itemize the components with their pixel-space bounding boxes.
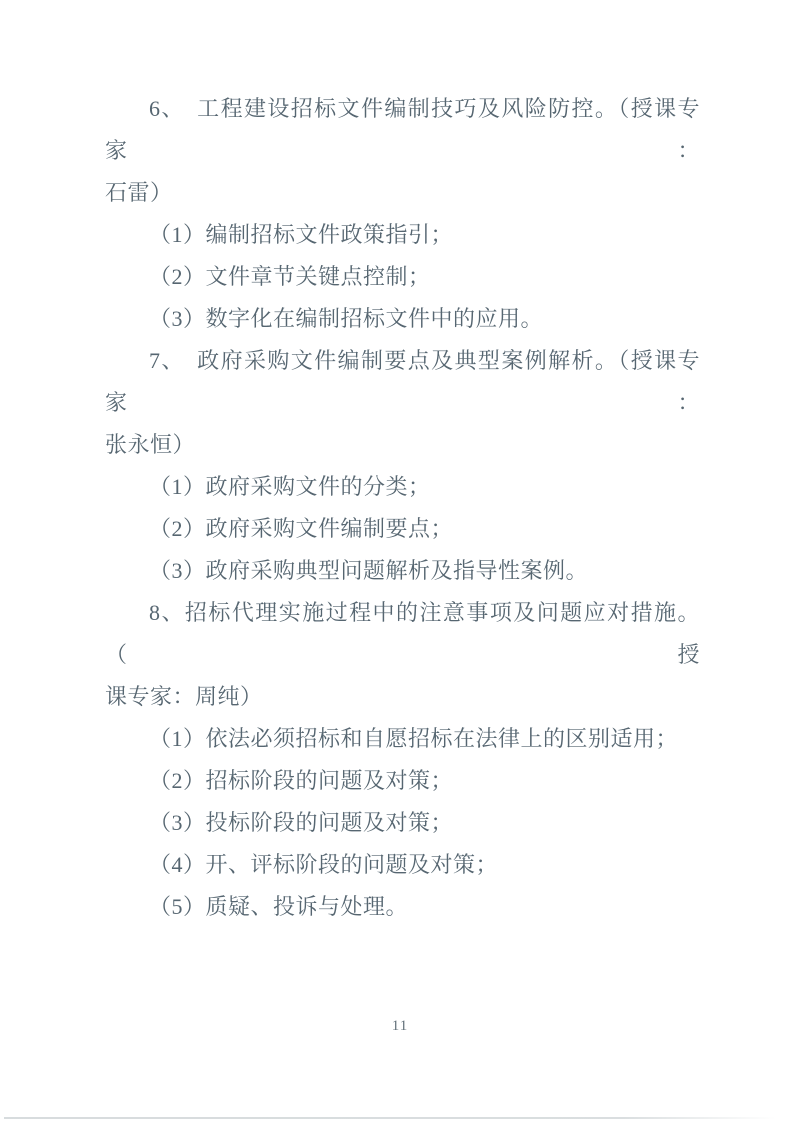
page-number: 11	[391, 1018, 409, 1034]
section-8-item-4: （4）开、评标阶段的问题及对策；	[149, 852, 499, 877]
section-6-item-1: （1）编制招标文件政策指引；	[149, 222, 454, 247]
section-6-title-line-1: 6、 工程建设招标文件编制技巧及风险防控。（授课专家：	[105, 96, 700, 163]
section-6-title-line-2: 石雷）	[105, 180, 173, 205]
section-8-item-1: （1）依法必须招标和自愿招标在法律上的区别适用；	[149, 726, 679, 751]
section-8-item-2: （2）招标阶段的问题及对策；	[149, 768, 454, 793]
section-6-item-2: （2）文件章节关键点控制；	[149, 264, 431, 289]
section-7-title-line-1: 7、 政府采购文件编制要点及典型案例解析。（授课专家：	[105, 348, 700, 415]
section-7-item-1: （1）政府采购文件的分类；	[149, 474, 431, 499]
section-8-title-line-2: 课专家：周纯）	[105, 684, 263, 709]
document-body	[105, 88, 700, 928]
section-7-item-2: （2）政府采购文件编制要点；	[149, 516, 454, 541]
section-8-title-line-1: 8、招标代理实施过程中的注意事项及问题应对措施。（授	[105, 600, 700, 667]
section-7-title-line-2: 张永恒）	[105, 432, 196, 457]
section-7-item-3: （3）政府采购典型问题解析及指导性案例。	[149, 558, 589, 583]
section-8-item-3: （3）投标阶段的问题及对策；	[149, 810, 454, 835]
section-8-item-5: （5）质疑、投诉与处理。	[149, 894, 409, 919]
scan-edge-artifact	[4, 1117, 776, 1119]
section-6-item-3: （3）数字化在编制招标文件中的应用。	[149, 306, 544, 331]
